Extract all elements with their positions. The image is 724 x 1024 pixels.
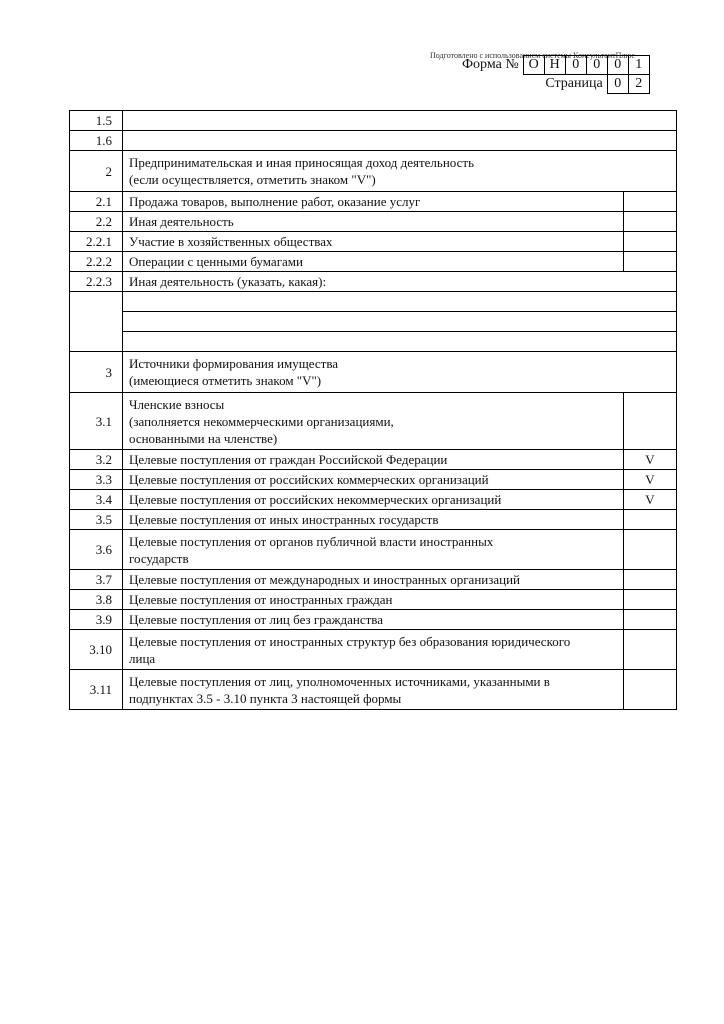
form-table (69, 110, 677, 710)
table-row (70, 292, 677, 312)
row-number: 3.5 (70, 510, 123, 530)
row-label (123, 630, 624, 670)
row-number: 3.8 (70, 590, 123, 610)
row-label: Целевые поступления от иностранных граждан (123, 590, 624, 610)
form-code-box: 0 (565, 56, 586, 75)
table-row (70, 670, 677, 710)
page-number-box: 2 (628, 75, 649, 94)
table-row (70, 312, 677, 332)
table-row (70, 332, 677, 352)
table-row (70, 610, 677, 630)
row-label: Целевые поступления от граждан Российской Федерации (123, 450, 624, 470)
form-code-box: 0 (586, 56, 607, 75)
mark-cell[interactable] (624, 510, 677, 530)
row-number: 3.3 (70, 470, 123, 490)
form-label: Форма № (462, 57, 519, 72)
row-label-line: лица (129, 650, 156, 666)
section-heading-line: (имеющиеся отметить знаком "V") (129, 373, 322, 388)
section-heading-line: (если осуществляется, отметить знаком "V") (129, 172, 376, 187)
mark-cell[interactable] (624, 212, 677, 232)
table-row (70, 212, 677, 232)
mark-cell[interactable] (624, 393, 677, 450)
row-number: 3.7 (70, 570, 123, 590)
section-heading (123, 151, 677, 192)
row-number: 3.4 (70, 490, 123, 510)
row-label: Иная деятельность (указать, какая): (123, 272, 677, 292)
table-row (70, 470, 677, 490)
row-number: 2.2.3 (70, 272, 123, 292)
form-code-box: О (523, 56, 544, 75)
row-number: 3.11 (70, 670, 123, 710)
row-label: Целевые поступления от лиц без гражданства (123, 610, 624, 630)
page-number-box: 0 (607, 75, 628, 94)
table-row (70, 393, 677, 450)
table-row (70, 450, 677, 470)
row-number: 3.1 (70, 393, 123, 450)
row-number: 3.10 (70, 630, 123, 670)
table-row (70, 131, 677, 151)
mark-cell[interactable]: V (624, 470, 677, 490)
mark-cell[interactable] (624, 232, 677, 252)
row-label (123, 530, 624, 570)
row-number: 2 (70, 151, 123, 192)
row-label-line: подпунктах 3.5 - 3.10 пункта 3 настоящей формы (129, 690, 402, 706)
mark-cell[interactable] (624, 630, 677, 670)
row-number-empty (70, 292, 123, 352)
table-row (70, 192, 677, 212)
mark-cell[interactable] (624, 610, 677, 630)
row-label-line: Членские взносы (129, 396, 225, 412)
mark-cell[interactable] (624, 590, 677, 610)
mark-cell[interactable] (624, 530, 677, 570)
table-row (70, 590, 677, 610)
table-row (70, 630, 677, 670)
row-number: 2.2.2 (70, 252, 123, 272)
answer-line[interactable] (123, 312, 677, 332)
answer-line[interactable] (123, 332, 677, 352)
form-code-box: 0 (607, 56, 628, 75)
table-row (70, 352, 677, 393)
row-number: 2.2 (70, 212, 123, 232)
answer-cell[interactable] (123, 131, 677, 151)
table-row (70, 151, 677, 192)
row-label-line: основанными на членстве) (129, 430, 278, 446)
table-row (70, 232, 677, 252)
section-heading-line: Источники формирования имущества (129, 356, 339, 371)
row-number: 3.2 (70, 450, 123, 470)
section-heading-line: Предпринимательская и иная приносящая доход деятельность (129, 155, 475, 170)
row-number: 1.6 (70, 131, 123, 151)
row-label: Операции с ценными бумагами (123, 252, 624, 272)
row-label-line: государств (129, 550, 189, 566)
table-row (70, 252, 677, 272)
section-heading (123, 352, 677, 393)
answer-line[interactable] (123, 292, 677, 312)
row-label: Целевые поступления от российских коммерческих организаций (123, 470, 624, 490)
mark-cell[interactable]: V (624, 490, 677, 510)
row-number: 2.1 (70, 192, 123, 212)
table-row (70, 111, 677, 131)
mark-cell[interactable] (624, 192, 677, 212)
row-label-line: Целевые поступления от иностранных структур без образования юридического (129, 633, 571, 649)
table-row (70, 272, 677, 292)
row-number: 3.6 (70, 530, 123, 570)
mark-cell[interactable] (624, 670, 677, 710)
mark-cell[interactable] (624, 570, 677, 590)
page-label: Страница (545, 76, 603, 92)
table-row (70, 510, 677, 530)
row-label (123, 393, 624, 450)
table-row (70, 490, 677, 510)
row-number: 2.2.1 (70, 232, 123, 252)
answer-cell[interactable] (123, 111, 677, 131)
row-number: 1.5 (70, 111, 123, 131)
watermark-text: Подготовлено с использованием системы КонсультантПлюс (430, 51, 635, 60)
row-label: Иная деятельность (123, 212, 624, 232)
table-row (70, 570, 677, 590)
form-header (462, 55, 650, 94)
row-label-line: (заполняется некоммерческими организациями, (129, 413, 394, 429)
row-label (123, 670, 624, 710)
mark-cell[interactable] (624, 252, 677, 272)
row-label: Целевые поступления от иных иностранных государств (123, 510, 624, 530)
row-number: 3.9 (70, 610, 123, 630)
form-code-box: 1 (628, 56, 649, 75)
row-label: Целевые поступления от российских некоммерческих организаций (123, 490, 624, 510)
row-label: Участие в хозяйственных обществах (123, 232, 624, 252)
row-number: 3 (70, 352, 123, 393)
row-label: Продажа товаров, выполнение работ, оказание услуг (123, 192, 624, 212)
mark-cell[interactable]: V (624, 450, 677, 470)
form-code-box: Н (544, 56, 565, 75)
row-label-line: Целевые поступления от органов публичной власти иностранных (129, 533, 494, 549)
row-label-line: Целевые поступления от лиц, уполномоченных источниками, указанными в (129, 673, 550, 689)
row-label: Целевые поступления от международных и иностранных организаций (123, 570, 624, 590)
table-row (70, 530, 677, 570)
